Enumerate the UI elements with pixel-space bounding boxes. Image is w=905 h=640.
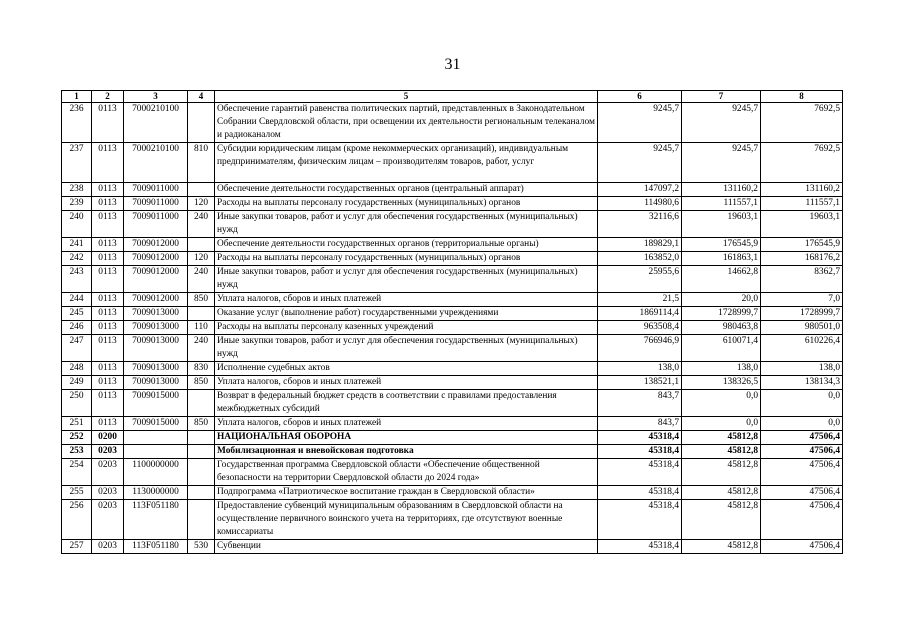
expense-type-cell: 240 [188, 335, 215, 362]
amount-year1-cell: 163852,0 [598, 252, 682, 266]
target-article-cell [124, 431, 188, 445]
row-number-cell: 242 [62, 252, 92, 266]
amount-year1-cell: 1869114,4 [598, 307, 682, 321]
target-article-cell: 7009011000 [124, 197, 188, 211]
amount-year3-cell: 138134,3 [761, 376, 843, 390]
amount-year2-cell: 45812,8 [682, 431, 761, 445]
table-row [62, 390, 843, 417]
item-name-cell: Расходы на выплаты персоналу государственных (муниципальных) органов [215, 197, 598, 211]
section-code-cell: 0113 [92, 362, 124, 376]
row-number-cell: 238 [62, 183, 92, 197]
table-row [62, 417, 843, 431]
header-cell: 1 [62, 91, 92, 103]
section-code-cell: 0113 [92, 238, 124, 252]
target-article-cell: 7000210100 [124, 103, 188, 143]
section-code-cell: 0113 [92, 321, 124, 335]
expense-type-cell: 240 [188, 266, 215, 293]
target-article-cell: 7009015000 [124, 390, 188, 417]
amount-year3-cell: 47506,4 [761, 445, 843, 459]
item-name-cell: Мобилизационная и вневойсковая подготовка [215, 445, 598, 459]
amount-year2-cell: 9245,7 [682, 143, 761, 183]
row-number-cell: 255 [62, 486, 92, 500]
target-article-cell: 7009013000 [124, 376, 188, 390]
amount-year1-cell: 25955,6 [598, 266, 682, 293]
expense-type-cell: 530 [188, 540, 215, 554]
item-name-cell: Субвенции [215, 540, 598, 554]
item-name-cell: Подпрограмма «Патриотическое воспитание граждан в Свердловской области» [215, 486, 598, 500]
amount-year2-cell: 610071,4 [682, 335, 761, 362]
amount-year2-cell: 138326,5 [682, 376, 761, 390]
item-name-cell: Обеспечение гарантий равенства политических партий, представленных в Законодательном Собрании Свердловской области, при освещении их деятельности региональным телеканалом и радиоканалом [215, 103, 598, 143]
section-code-cell: 0113 [92, 417, 124, 431]
expense-type-cell [188, 445, 215, 459]
section-code-cell: 0113 [92, 376, 124, 390]
section-code-cell: 0113 [92, 197, 124, 211]
amount-year1-cell: 9245,7 [598, 103, 682, 143]
amount-year1-cell: 114980,6 [598, 197, 682, 211]
table-row [62, 103, 843, 143]
amount-year1-cell: 843,7 [598, 390, 682, 417]
section-code-cell: 0113 [92, 307, 124, 321]
section-code-cell: 0113 [92, 211, 124, 238]
table-row [62, 486, 843, 500]
row-number-cell: 240 [62, 211, 92, 238]
amount-year3-cell: 7692,5 [761, 143, 843, 183]
amount-year2-cell: 0,0 [682, 390, 761, 417]
amount-year3-cell: 19603,1 [761, 211, 843, 238]
item-name-cell: НАЦИОНАЛЬНАЯ ОБОРОНА [215, 431, 598, 445]
row-number-cell: 253 [62, 445, 92, 459]
section-code-cell: 0113 [92, 183, 124, 197]
amount-year2-cell: 45812,8 [682, 445, 761, 459]
amount-year1-cell: 9245,7 [598, 143, 682, 183]
amount-year3-cell: 980501,0 [761, 321, 843, 335]
item-name-cell: Субсидии юридическим лицам (кроме некоммерческих организаций), индивидуальным предпринимателям, физическим лицам – производителям товаров, работ, услуг [215, 143, 598, 183]
amount-year2-cell: 138,0 [682, 362, 761, 376]
expense-type-cell: 810 [188, 143, 215, 183]
target-article-cell: 7009013000 [124, 362, 188, 376]
table-row [62, 459, 843, 486]
target-article-cell: 7009012000 [124, 293, 188, 307]
amount-year2-cell: 45812,8 [682, 500, 761, 540]
expense-type-cell: 850 [188, 293, 215, 307]
amount-year1-cell: 189829,1 [598, 238, 682, 252]
row-number-cell: 239 [62, 197, 92, 211]
target-article-cell [124, 445, 188, 459]
header-cell: 4 [188, 91, 215, 103]
target-article-cell: 113F051180 [124, 500, 188, 540]
amount-year2-cell: 161863,1 [682, 252, 761, 266]
table-row [62, 321, 843, 335]
amount-year3-cell: 111557,1 [761, 197, 843, 211]
expense-type-cell [188, 459, 215, 486]
section-code-cell: 0203 [92, 445, 124, 459]
table-row [62, 362, 843, 376]
row-number-cell: 254 [62, 459, 92, 486]
target-article-cell: 7009013000 [124, 307, 188, 321]
header-row [62, 91, 843, 103]
row-number-cell: 243 [62, 266, 92, 293]
target-article-cell: 113F051180 [124, 540, 188, 554]
item-name-cell: Предоставление субвенций муниципальным образованиям в Свердловской области на осуществление первичного воинского учета на территориях, где отсутствуют военные комиссариаты [215, 500, 598, 540]
amount-year3-cell: 0,0 [761, 417, 843, 431]
expense-type-cell: 850 [188, 417, 215, 431]
amount-year1-cell: 766946,9 [598, 335, 682, 362]
header-cell: 2 [92, 91, 124, 103]
section-code-cell: 0113 [92, 252, 124, 266]
item-name-cell: Расходы на выплаты персоналу казенных учреждений [215, 321, 598, 335]
table-row [62, 445, 843, 459]
amount-year1-cell: 45318,4 [598, 540, 682, 554]
expense-type-cell: 240 [188, 211, 215, 238]
amount-year1-cell: 843,7 [598, 417, 682, 431]
header-cell: 8 [761, 91, 843, 103]
item-name-cell: Иные закупки товаров, работ и услуг для обеспечения государственных (муниципальных) нужд [215, 266, 598, 293]
amount-year2-cell: 45812,8 [682, 486, 761, 500]
item-name-cell: Государственная программа Свердловской области «Обеспечение общественной безопасности на территории Свердловской области до 2024 года» [215, 459, 598, 486]
item-name-cell: Возврат в федеральный бюджет средств в соответствии с правилами предоставления межбюджетных субсидий [215, 390, 598, 417]
amount-year3-cell: 176545,9 [761, 238, 843, 252]
expense-type-cell [188, 238, 215, 252]
header-cell: 7 [682, 91, 761, 103]
expense-type-cell [188, 431, 215, 445]
row-number-cell: 237 [62, 143, 92, 183]
budget-table [61, 90, 843, 554]
table-row [62, 197, 843, 211]
item-name-cell: Оказание услуг (выполнение работ) государственными учреждениями [215, 307, 598, 321]
item-name-cell: Исполнение судебных актов [215, 362, 598, 376]
amount-year3-cell: 0,0 [761, 390, 843, 417]
amount-year2-cell: 19603,1 [682, 211, 761, 238]
row-number-cell: 244 [62, 293, 92, 307]
amount-year2-cell: 14662,8 [682, 266, 761, 293]
table-row [62, 540, 843, 554]
section-code-cell: 0113 [92, 103, 124, 143]
row-number-cell: 245 [62, 307, 92, 321]
row-number-cell: 241 [62, 238, 92, 252]
target-article-cell: 7009015000 [124, 417, 188, 431]
section-code-cell: 0113 [92, 335, 124, 362]
amount-year2-cell: 1728999,7 [682, 307, 761, 321]
item-name-cell: Расходы на выплаты персоналу государственных (муниципальных) органов [215, 252, 598, 266]
amount-year3-cell: 8362,7 [761, 266, 843, 293]
expense-type-cell: 120 [188, 252, 215, 266]
row-number-cell: 251 [62, 417, 92, 431]
expense-type-cell [188, 307, 215, 321]
amount-year1-cell: 147097,2 [598, 183, 682, 197]
expense-type-cell [188, 486, 215, 500]
row-number-cell: 249 [62, 376, 92, 390]
row-number-cell: 256 [62, 500, 92, 540]
table-row [62, 252, 843, 266]
section-code-cell: 0203 [92, 540, 124, 554]
row-number-cell: 250 [62, 390, 92, 417]
target-article-cell: 7009011000 [124, 183, 188, 197]
target-article-cell: 1100000000 [124, 459, 188, 486]
amount-year3-cell: 47506,4 [761, 486, 843, 500]
table-row [62, 143, 843, 183]
amount-year1-cell: 963508,4 [598, 321, 682, 335]
table-row [62, 335, 843, 362]
section-code-cell: 0113 [92, 143, 124, 183]
target-article-cell: 7009012000 [124, 238, 188, 252]
target-article-cell: 7009012000 [124, 266, 188, 293]
table-row [62, 500, 843, 540]
expense-type-cell: 830 [188, 362, 215, 376]
amount-year3-cell: 47506,4 [761, 540, 843, 554]
table-row [62, 211, 843, 238]
amount-year1-cell: 45318,4 [598, 431, 682, 445]
amount-year2-cell: 45812,8 [682, 540, 761, 554]
target-article-cell: 7009013000 [124, 335, 188, 362]
item-name-cell: Иные закупки товаров, работ и услуг для обеспечения государственных (муниципальных) нужд [215, 335, 598, 362]
target-article-cell: 7009013000 [124, 321, 188, 335]
item-name-cell: Уплата налогов, сборов и иных платежей [215, 417, 598, 431]
amount-year2-cell: 45812,8 [682, 459, 761, 486]
target-article-cell: 1130000000 [124, 486, 188, 500]
expense-type-cell: 120 [188, 197, 215, 211]
table-row [62, 238, 843, 252]
table-row [62, 431, 843, 445]
amount-year1-cell: 138,0 [598, 362, 682, 376]
amount-year3-cell: 138,0 [761, 362, 843, 376]
row-number-cell: 246 [62, 321, 92, 335]
target-article-cell: 7009011000 [124, 211, 188, 238]
amount-year2-cell: 20,0 [682, 293, 761, 307]
section-code-cell: 0113 [92, 266, 124, 293]
target-article-cell: 7000210100 [124, 143, 188, 183]
page-number: 31 [444, 56, 461, 73]
amount-year1-cell: 45318,4 [598, 459, 682, 486]
amount-year2-cell: 131160,2 [682, 183, 761, 197]
header-cell: 3 [124, 91, 188, 103]
item-name-cell: Обеспечение деятельности государственных органов (территориальные органы) [215, 238, 598, 252]
expense-type-cell: 110 [188, 321, 215, 335]
table-row [62, 266, 843, 293]
amount-year3-cell: 168176,2 [761, 252, 843, 266]
target-article-cell: 7009012000 [124, 252, 188, 266]
expense-type-cell [188, 183, 215, 197]
section-code-cell: 0200 [92, 431, 124, 445]
amount-year3-cell: 47506,4 [761, 431, 843, 445]
row-number-cell: 248 [62, 362, 92, 376]
section-code-cell: 0113 [92, 390, 124, 417]
item-name-cell: Обеспечение деятельности государственных органов (центральный аппарат) [215, 183, 598, 197]
amount-year3-cell: 1728999,7 [761, 307, 843, 321]
amount-year2-cell: 0,0 [682, 417, 761, 431]
table-row [62, 183, 843, 197]
amount-year2-cell: 980463,8 [682, 321, 761, 335]
item-name-cell: Уплата налогов, сборов и иных платежей [215, 376, 598, 390]
amount-year1-cell: 45318,4 [598, 500, 682, 540]
amount-year1-cell: 21,5 [598, 293, 682, 307]
amount-year2-cell: 176545,9 [682, 238, 761, 252]
header-cell: 6 [598, 91, 682, 103]
amount-year3-cell: 47506,4 [761, 459, 843, 486]
expense-type-cell: 850 [188, 376, 215, 390]
row-number-cell: 247 [62, 335, 92, 362]
expense-type-cell [188, 500, 215, 540]
amount-year1-cell: 32116,6 [598, 211, 682, 238]
amount-year3-cell: 7,0 [761, 293, 843, 307]
amount-year1-cell: 45318,4 [598, 445, 682, 459]
item-name-cell: Иные закупки товаров, работ и услуг для обеспечения государственных (муниципальных) нужд [215, 211, 598, 238]
table-row [62, 293, 843, 307]
section-code-cell: 0113 [92, 293, 124, 307]
row-number-cell: 257 [62, 540, 92, 554]
table-row [62, 376, 843, 390]
amount-year3-cell: 610226,4 [761, 335, 843, 362]
row-number-cell: 236 [62, 103, 92, 143]
section-code-cell: 0203 [92, 500, 124, 540]
amount-year1-cell: 45318,4 [598, 486, 682, 500]
amount-year3-cell: 131160,2 [761, 183, 843, 197]
header-cell: 5 [215, 91, 598, 103]
amount-year1-cell: 138521,1 [598, 376, 682, 390]
section-code-cell: 0203 [92, 486, 124, 500]
amount-year3-cell: 7692,5 [761, 103, 843, 143]
table-row [62, 307, 843, 321]
amount-year2-cell: 111557,1 [682, 197, 761, 211]
amount-year2-cell: 9245,7 [682, 103, 761, 143]
amount-year3-cell: 47506,4 [761, 500, 843, 540]
expense-type-cell [188, 103, 215, 143]
row-number-cell: 252 [62, 431, 92, 445]
section-code-cell: 0203 [92, 459, 124, 486]
expense-type-cell [188, 390, 215, 417]
item-name-cell: Уплата налогов, сборов и иных платежей [215, 293, 598, 307]
